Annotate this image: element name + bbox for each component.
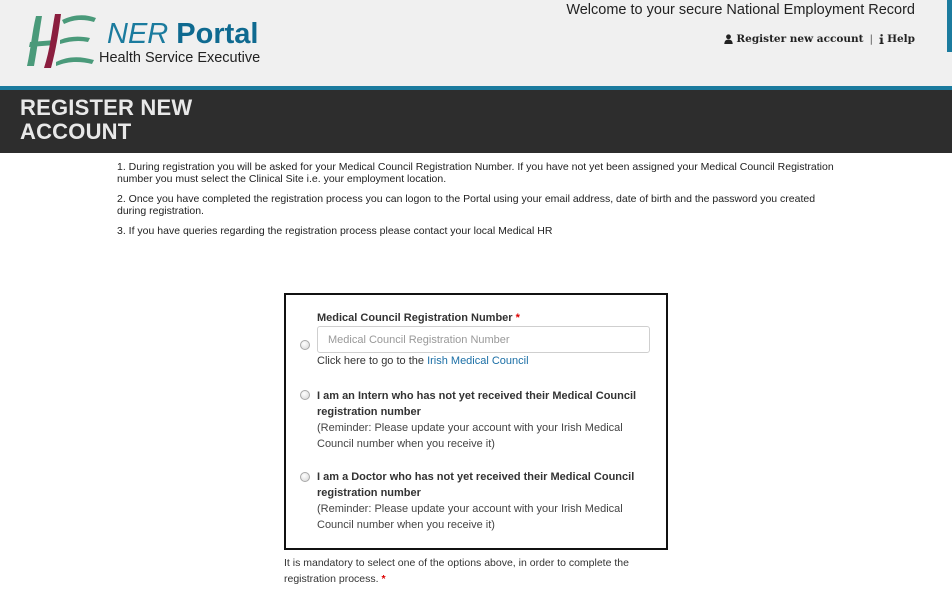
doctor-option-radio[interactable] (300, 472, 310, 482)
imc-prefix-text: Click here to go to the (317, 355, 428, 367)
page-title: REGISTER NEW ACCOUNT (20, 95, 193, 144)
brand-portal: Portal (176, 18, 259, 50)
brand-subtitle: Health Service Executive (99, 50, 261, 66)
mcrn-option-label (317, 310, 652, 326)
user-icon (724, 34, 733, 44)
registration-options-panel (284, 293, 668, 550)
mandatory-text: It is mandatory to select one of the options above, in order to complete the registration process. (284, 557, 629, 585)
mcrn-label-text: Medical Council Registration Number (317, 312, 513, 324)
brand-title (107, 17, 258, 51)
instruction-item: 3. If you have queries regarding the registration process please contact your local Medical HR (117, 225, 553, 237)
doctor-option-label: I am a Doctor who has not yet received their Medical Council registration number (317, 471, 635, 499)
required-asterisk: * (515, 312, 520, 324)
info-icon (879, 34, 884, 44)
intern-option-reminder: (Reminder: Please update your account with your Irish Medical Council number when you receive it) (317, 422, 623, 450)
top-links (724, 33, 915, 45)
welcome-message: Welcome to your secure National Employment Record (566, 2, 915, 18)
intern-option-label: I am an Intern who has not yet received their Medical Council registration number (317, 390, 637, 418)
registration-instructions (117, 161, 837, 245)
doctor-option-reminder: (Reminder: Please update your account with your Irish Medical Council number when you receive it) (317, 503, 623, 531)
mcrn-option-radio[interactable] (300, 340, 310, 350)
irish-medical-council-link[interactable]: Irish Medical Council (427, 355, 529, 367)
brand-ner: NER (107, 18, 169, 50)
instruction-item: 2. Once you have completed the registration process you can logon to the Portal using your email address, date of birth and the password you created during registration. (117, 193, 816, 217)
register-new-account-link[interactable]: Register new account (736, 33, 864, 45)
hse-logo (22, 10, 98, 70)
irish-medical-council-line (317, 354, 529, 368)
mcrn-input[interactable] (317, 326, 650, 353)
required-asterisk: * (381, 573, 386, 585)
portal-header (0, 0, 952, 86)
header-accent-bar (947, 0, 952, 52)
help-link[interactable]: Help (887, 33, 915, 45)
instruction-item: 1. During registration you will be asked for your Medical Council Registration Number. If you have not yet been assigned your Medical Council Registration number you must select the Clinical Site i.e. your employment location. (117, 161, 834, 185)
intern-option-radio[interactable] (300, 390, 310, 400)
mandatory-selection-note (284, 555, 674, 587)
link-separator: | (869, 33, 874, 45)
page-banner (0, 90, 952, 153)
